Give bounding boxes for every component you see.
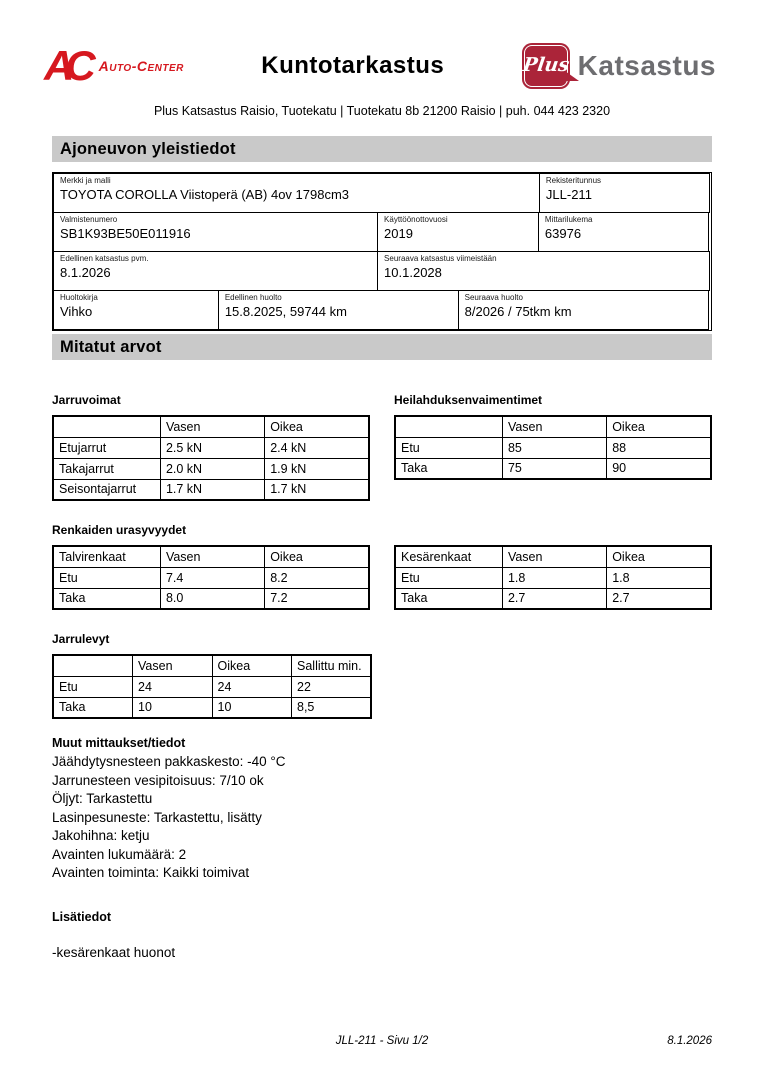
row-label-cell: Etu xyxy=(53,567,160,588)
value-cell: 88 xyxy=(607,437,711,458)
previous-service-value: 15.8.2025, 59744 km xyxy=(224,304,347,319)
header-cell: Oikea xyxy=(607,546,711,567)
table-row xyxy=(53,479,369,500)
katsastus-logo-text: Katsastus xyxy=(577,50,716,81)
vehicle-info-row xyxy=(53,252,711,291)
value-cell: 7.4 xyxy=(160,567,264,588)
value-cell: 2.0 kN xyxy=(160,458,264,479)
speech-bubble-tail-icon xyxy=(565,71,579,81)
previous-service-label: Edellinen huolto xyxy=(224,293,282,302)
value-cell: 75 xyxy=(502,458,606,479)
other-measurements-title: Muut mittaukset/tiedot xyxy=(52,736,186,750)
plus-katsastus-logo xyxy=(522,43,716,89)
value-cell: 8.0 xyxy=(160,588,264,609)
header-cell: Oikea xyxy=(212,655,292,676)
measurement-line: Jäähdytysnesteen pakkaskesto: -40 °C xyxy=(52,754,286,769)
service-book-label: Huoltokirja xyxy=(60,293,98,302)
vin-label: Valmistenumero xyxy=(60,215,118,224)
brake-discs-title: Jarrulevyt xyxy=(52,632,110,646)
shock-absorbers-block xyxy=(394,393,712,501)
header-cell: Vasen xyxy=(133,655,213,676)
next-service-label: Seuraava huolto xyxy=(464,293,523,302)
next-service-cell xyxy=(458,290,709,330)
other-measurements-block xyxy=(52,736,712,883)
odometer-value: 63976 xyxy=(544,226,582,241)
brake-forces-table xyxy=(52,415,370,501)
make-model-value: TOYOTA COROLLA Viistoperä (AB) 4ov 1798cm3 xyxy=(60,187,350,202)
vehicle-info-row xyxy=(53,291,711,330)
value-cell: 10 xyxy=(133,697,213,718)
winter-tires-table xyxy=(52,545,370,610)
brake-discs-table xyxy=(52,654,372,719)
plus-logo-text: Plus xyxy=(521,54,571,76)
first-use-year-cell xyxy=(377,212,539,252)
value-cell: 8.2 xyxy=(265,567,369,588)
value-cell: 1.8 xyxy=(607,567,711,588)
section-header-vehicle-info: Ajoneuvon yleistiedot xyxy=(52,136,712,162)
value-cell: 22 xyxy=(292,676,372,697)
value-cell: 1.8 xyxy=(502,567,606,588)
table-header-row xyxy=(395,416,711,437)
shock-absorbers-table xyxy=(394,415,712,480)
measurement-line: Avainten toiminta: Kaikki toimivat xyxy=(52,865,250,880)
first-use-year-label: Käyttöönottovuosi xyxy=(384,215,448,224)
service-book-cell xyxy=(53,290,219,330)
row-label-cell: Etu xyxy=(395,567,502,588)
table-header-row xyxy=(53,416,369,437)
measurement-line: Jakohihna: ketju xyxy=(52,828,150,843)
value-cell: 24 xyxy=(133,676,213,697)
row-label-cell: Etu xyxy=(395,437,502,458)
footer-page-indicator: JLL-211 - Sivu 1/2 xyxy=(335,1035,429,1047)
previous-inspection-value: 8.1.2026 xyxy=(60,265,111,280)
table-row xyxy=(395,588,711,609)
value-cell: 1.7 kN xyxy=(265,479,369,500)
registration-value: JLL-211 xyxy=(545,187,592,202)
header-cell: Vasen xyxy=(160,416,264,437)
value-cell: 90 xyxy=(607,458,711,479)
header-cell: Vasen xyxy=(160,546,264,567)
row-label-cell: Taka xyxy=(53,697,133,718)
additional-info-content: -kesärenkaat huonot xyxy=(52,944,176,960)
brake-forces-block xyxy=(52,393,370,501)
table-row xyxy=(395,458,711,479)
report-header xyxy=(44,40,716,92)
table-header-row xyxy=(395,546,711,567)
value-cell: 1.9 kN xyxy=(265,458,369,479)
value-cell: 2.7 xyxy=(607,588,711,609)
table-row xyxy=(53,437,369,458)
header-cell xyxy=(53,655,133,676)
table-row xyxy=(395,567,711,588)
table-header-row xyxy=(53,655,371,676)
vehicle-info-table xyxy=(52,172,712,331)
vin-cell xyxy=(53,212,378,252)
tread-depths-title: Renkaiden urasyvyydet xyxy=(52,523,187,537)
measurement-line: Avainten lukumäärä: 2 xyxy=(52,846,187,862)
first-use-year-value: 2019 xyxy=(384,226,413,241)
value-cell: 1.7 kN xyxy=(160,479,264,500)
row-label-cell: Taka xyxy=(53,588,160,609)
measurement-line: Lasinpesuneste: Tarkastettu, lisätty xyxy=(52,809,262,825)
odometer-cell xyxy=(538,212,709,252)
next-service-value: 8/2026 / 75tkm km xyxy=(464,304,572,319)
header-cell: Vasen xyxy=(502,546,606,567)
summer-tires-table xyxy=(394,545,712,610)
previous-service-cell xyxy=(218,290,459,330)
auto-center-logo-icon: AC xyxy=(44,42,87,89)
next-inspection-value: 10.1.2028 xyxy=(384,265,442,280)
value-cell: 24 xyxy=(212,676,292,697)
header-cell: Sallittu min. xyxy=(292,655,372,676)
row-label-cell: Taka xyxy=(395,588,502,609)
table-header-row xyxy=(53,546,369,567)
table-row xyxy=(53,567,369,588)
row-label-cell: Seisontajarrut xyxy=(53,479,160,500)
value-cell: 2.7 xyxy=(502,588,606,609)
table-row xyxy=(395,437,711,458)
row-label-cell: Takajarrut xyxy=(53,458,160,479)
header-cell: Oikea xyxy=(265,546,369,567)
page-title: Kuntotarkastus xyxy=(261,52,445,79)
value-cell: 8,5 xyxy=(292,697,372,718)
registration-label: Rekisteritunnus xyxy=(545,176,602,185)
vin-value: SB1K93BE50E011916 xyxy=(60,226,191,241)
odometer-label: Mittarilukema xyxy=(544,215,593,224)
next-inspection-label: Seuraava katsastus viimeistään xyxy=(384,254,497,263)
station-address: Plus Katsastus Raisio, Tuotekatu | Tuotekatu 8b 21200 Raisio | puh. 044 423 2320 xyxy=(153,104,611,118)
summer-tires-block xyxy=(394,545,712,610)
row-label-cell: Etu xyxy=(53,676,133,697)
service-book-value: Vihko xyxy=(60,304,93,319)
header-cell xyxy=(395,416,502,437)
value-cell: 7.2 xyxy=(265,588,369,609)
auto-center-logo-name: Auto-Center xyxy=(98,58,184,74)
table-row xyxy=(53,697,371,718)
header-cell: Oikea xyxy=(607,416,711,437)
previous-inspection-cell xyxy=(53,251,378,291)
winter-tires-block xyxy=(52,545,370,610)
auto-center-logo xyxy=(44,42,184,89)
tread-depths-row xyxy=(52,545,712,610)
make-model-label: Merkki ja malli xyxy=(60,176,111,185)
table-row xyxy=(53,588,369,609)
value-cell: 85 xyxy=(502,437,606,458)
vehicle-info-row xyxy=(53,213,711,252)
registration-cell xyxy=(539,173,710,213)
previous-inspection-label: Edellinen katsastus pvm. xyxy=(60,254,149,263)
measured-values-area xyxy=(52,393,712,960)
row-label-cell: Etujarrut xyxy=(53,437,160,458)
make-model-cell xyxy=(53,173,540,213)
header-cell: Talvirenkaat xyxy=(53,546,160,567)
value-cell: 10 xyxy=(212,697,292,718)
measurement-line: Öljyt: Tarkastettu xyxy=(52,791,153,806)
value-cell: 2.5 kN xyxy=(160,437,264,458)
additional-info-title: Lisätiedot xyxy=(52,909,112,924)
vehicle-info-row xyxy=(53,173,711,213)
brake-forces-title: Jarruvoimat xyxy=(52,393,121,407)
value-cell: 2.4 kN xyxy=(265,437,369,458)
table-row xyxy=(53,676,371,697)
shock-absorbers-title: Heilahduksenvaimentimet xyxy=(394,393,543,407)
table-row xyxy=(53,458,369,479)
header-cell: Kesärenkaat xyxy=(395,546,502,567)
brakes-shocks-row xyxy=(52,393,712,501)
footer-date: 8.1.2026 xyxy=(667,1035,712,1047)
row-label-cell: Taka xyxy=(395,458,502,479)
header-cell: Vasen xyxy=(502,416,606,437)
measurement-line: Jarrunesteen vesipitoisuus: 7/10 ok xyxy=(52,772,264,788)
next-inspection-cell xyxy=(377,251,710,291)
header-cell xyxy=(53,416,160,437)
section-header-measured-values: Mitatut arvot xyxy=(52,334,712,360)
header-cell: Oikea xyxy=(265,416,369,437)
plus-katsastus-logo-icon xyxy=(522,43,570,89)
